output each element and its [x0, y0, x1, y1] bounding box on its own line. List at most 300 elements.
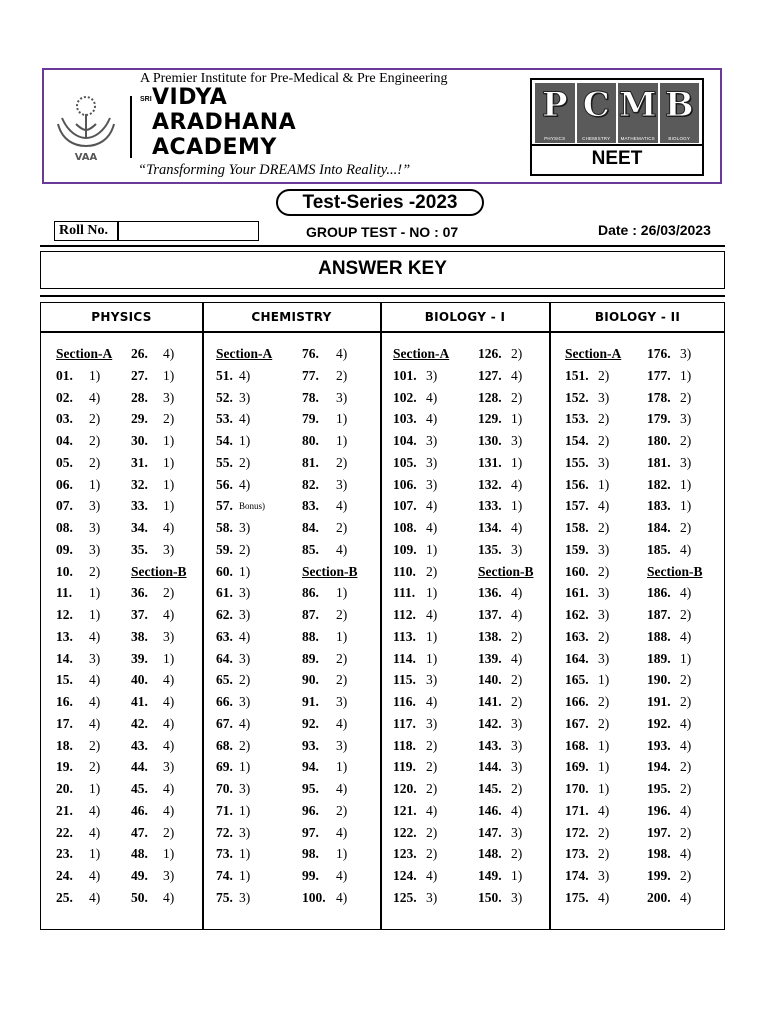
answer-item [393, 498, 438, 514]
question-number: 73. [216, 846, 233, 862]
answer-item [131, 802, 175, 819]
question-number: 30. [131, 433, 148, 448]
answer-item [56, 759, 101, 775]
question-number: 25. [56, 889, 73, 905]
question-number: 27. [131, 367, 148, 383]
answer-value: 3) [89, 498, 101, 514]
question-number: 108. [393, 520, 417, 535]
answer-item [478, 585, 523, 601]
question-number: 162. [565, 607, 589, 622]
answer-item [565, 737, 610, 754]
question-number: 106. [393, 476, 417, 492]
answer-value: 2) [598, 715, 610, 731]
question-number: 184. [647, 520, 671, 535]
answer-value: 4) [239, 367, 251, 383]
answer-item [216, 433, 251, 449]
column-header-physics: PHYSICS [91, 310, 152, 324]
answer-item [302, 802, 348, 819]
answer-value: 2) [598, 846, 610, 862]
question-number: 141. [478, 694, 502, 709]
answer-value: 1) [511, 454, 523, 470]
question-number: 18. [56, 737, 73, 753]
answer-value: 2) [336, 367, 348, 383]
answer-value: 1) [163, 846, 175, 862]
answer-value: 3) [511, 715, 523, 731]
answer-item [131, 541, 175, 558]
column-header-chemistry: CHEMISTRY [251, 310, 332, 324]
answer-value: 4) [163, 346, 175, 361]
answer-item [647, 889, 692, 906]
answer-value: 3) [163, 541, 175, 557]
question-number: 03. [56, 411, 73, 427]
question-number: 35. [131, 541, 148, 557]
answer-value: 3) [511, 737, 523, 753]
answer-item [647, 672, 692, 688]
answer-value: 4) [426, 498, 438, 514]
answer-item [216, 846, 251, 862]
answer-item [56, 868, 101, 884]
answer-value: 2) [680, 672, 692, 688]
answer-item [647, 737, 692, 754]
pcmb-letter: C [582, 85, 610, 125]
answer-value: 4) [336, 498, 348, 514]
answer-value: 4) [511, 607, 523, 622]
answer-value: 1) [163, 476, 175, 492]
pcmb-letter: M [618, 85, 657, 125]
answer-value: 3) [239, 585, 251, 601]
answer-value: 4) [426, 520, 438, 535]
question-number: 124. [393, 868, 417, 883]
answer-item [647, 650, 692, 667]
answer-value: 3) [680, 346, 692, 361]
answer-item [478, 672, 523, 688]
question-number: 82. [302, 476, 319, 492]
answer-value: 2) [89, 737, 101, 753]
question-number: 168. [565, 737, 589, 753]
question-number: 93. [302, 737, 319, 753]
answer-value: 1) [426, 628, 438, 644]
answer-value: 4) [89, 628, 101, 644]
question-number: 34. [131, 520, 148, 535]
question-number: 144. [478, 759, 502, 775]
question-number: 04. [56, 433, 73, 448]
answer-item [302, 889, 348, 906]
answer-value: 2) [426, 846, 438, 862]
answer-item [647, 607, 692, 623]
question-number: 198. [647, 846, 671, 862]
question-number: 178. [647, 389, 671, 405]
question-number: 143. [478, 737, 502, 753]
question-number: 130. [478, 433, 502, 448]
answer-value: 4) [336, 824, 348, 840]
pcmb-subject: MATHEMATICS [620, 136, 655, 141]
test-series-title: Test-Series -2023 [276, 189, 484, 216]
question-number: 180. [647, 433, 671, 448]
question-number: 52. [216, 389, 233, 405]
answer-value: 4) [89, 389, 101, 405]
answer-value: 3) [239, 520, 251, 535]
answer-value: 1) [163, 433, 175, 448]
question-number: 12. [56, 607, 73, 622]
question-number: 104. [393, 433, 417, 448]
answer-item [302, 585, 348, 601]
answer-value: 4) [163, 715, 175, 731]
question-number: 105. [393, 454, 417, 470]
answer-item [478, 846, 523, 862]
answer-item [302, 433, 348, 449]
divider [40, 245, 725, 247]
answer-value: 2) [239, 454, 251, 470]
answer-item [131, 454, 175, 471]
question-number: 64. [216, 650, 233, 666]
answer-item [216, 868, 251, 884]
answer-item [565, 520, 610, 536]
answer-item [478, 389, 523, 406]
question-number: 92. [302, 715, 319, 731]
section-b-label: Section-B [647, 563, 703, 579]
logo-text: VAA [74, 152, 98, 163]
question-number: 17. [56, 715, 73, 731]
answer-value: 4) [89, 889, 101, 905]
question-number: 76. [302, 346, 319, 361]
answer-item [565, 824, 610, 841]
answer-value: 3) [598, 585, 610, 601]
question-number: 19. [56, 759, 73, 775]
answer-value: 3) [336, 737, 348, 753]
answer-item [131, 737, 175, 754]
answer-item [56, 889, 101, 906]
answer-value: 3) [239, 694, 251, 709]
question-number: 13. [56, 628, 73, 644]
answer-item [302, 541, 348, 558]
answer-item [393, 563, 438, 580]
answer-value: 2) [680, 694, 692, 709]
answer-value: 2) [426, 824, 438, 840]
question-number: 06. [56, 476, 73, 492]
answer-item [302, 346, 348, 362]
answer-value: 3) [511, 889, 523, 905]
answer-value: 4) [598, 498, 610, 514]
answer-value: 4) [89, 694, 101, 709]
answer-item [302, 476, 348, 493]
answer-value: 4) [598, 889, 610, 905]
divider [130, 96, 132, 158]
answer-value: 4) [163, 737, 175, 753]
answer-value: 1) [163, 650, 175, 666]
answer-item [647, 476, 692, 493]
answer-item [131, 389, 175, 406]
question-number: 56. [216, 476, 233, 492]
answer-value: 4) [336, 541, 348, 557]
question-number: 95. [302, 781, 319, 796]
answer-value: 3) [598, 541, 610, 557]
question-number: 37. [131, 607, 148, 622]
answer-item [565, 868, 610, 884]
answer-item [565, 411, 610, 427]
answer-value: 1) [426, 541, 438, 557]
answer-item [56, 520, 101, 536]
answer-value: 1) [336, 433, 348, 448]
answer-value: 3) [239, 889, 251, 905]
answer-item [216, 824, 251, 841]
answer-value: 4) [511, 802, 523, 818]
answer-item [302, 824, 348, 841]
answer-value: 2) [680, 389, 692, 405]
answer-key-table [40, 302, 725, 930]
question-number: 63. [216, 628, 233, 644]
question-number: 149. [478, 868, 502, 883]
answer-item [647, 433, 692, 449]
answer-item [478, 889, 523, 906]
answer-value: 3) [89, 541, 101, 557]
answer-value: 3) [336, 476, 348, 492]
question-number: 120. [393, 781, 417, 796]
answer-item [393, 672, 438, 688]
question-number: 48. [131, 846, 148, 862]
answer-item [647, 411, 692, 427]
answer-value: 4) [89, 715, 101, 731]
answer-value: 3) [426, 454, 438, 470]
answer-value: 1) [598, 759, 610, 775]
answer-value: 3) [426, 889, 438, 905]
question-number: 117. [393, 715, 416, 731]
answer-value: 2) [89, 411, 101, 427]
answer-value: 4) [680, 541, 692, 557]
question-number: 86. [302, 585, 319, 601]
answer-value: 2) [680, 520, 692, 535]
answer-item [647, 541, 692, 558]
question-number: 40. [131, 672, 148, 688]
answer-value: 4) [426, 868, 438, 883]
question-number: 51. [216, 367, 233, 383]
question-number: 157. [565, 498, 589, 514]
answer-value: 4) [426, 802, 438, 818]
answer-item [302, 607, 348, 623]
answer-item [647, 824, 692, 841]
pcmb-cell-c [577, 83, 617, 143]
answer-value: 4) [163, 694, 175, 709]
answer-item [216, 781, 251, 797]
question-number: 159. [565, 541, 589, 557]
question-number: 133. [478, 498, 502, 514]
answer-value: 2) [598, 520, 610, 535]
sri-prefix: SRI [140, 96, 152, 103]
question-number: 187. [647, 607, 671, 622]
answer-item [393, 781, 438, 797]
question-number: 33. [131, 498, 148, 514]
answer-value: 3) [336, 694, 348, 709]
question-number: 98. [302, 846, 319, 862]
answer-item [216, 628, 251, 645]
answer-item [478, 411, 523, 427]
answer-value: 4) [511, 585, 523, 601]
answer-value: 3) [239, 781, 251, 796]
answer-item [56, 498, 101, 514]
answer-value: 1) [426, 585, 438, 601]
answer-item [647, 498, 692, 514]
question-number: 112. [393, 607, 416, 622]
question-number: 163. [565, 628, 589, 644]
question-number: 200. [647, 889, 671, 905]
question-number: 194. [647, 759, 671, 775]
answer-item [131, 759, 175, 775]
question-number: 110. [393, 563, 416, 579]
question-number: 23. [56, 846, 73, 862]
answer-value: 1) [89, 367, 101, 383]
answer-item [478, 454, 523, 471]
answer-item [302, 781, 348, 797]
question-number: 14. [56, 650, 73, 666]
answer-value: 2) [426, 563, 438, 579]
answer-value: 2) [598, 433, 610, 448]
answer-item [131, 781, 175, 797]
answer-value: 4) [163, 520, 175, 535]
answer-item [131, 889, 175, 906]
answer-value: 1) [598, 781, 610, 796]
answer-value: 1) [336, 759, 348, 775]
answer-item [216, 541, 251, 558]
question-number: 190. [647, 672, 671, 688]
institute-tagline: A Premier Institute for Pre-Medical & Pre Engineering [140, 71, 448, 86]
question-number: 153. [565, 411, 589, 427]
answer-item [647, 802, 692, 819]
question-number: 66. [216, 694, 233, 709]
question-number: 101. [393, 367, 417, 383]
question-number: 136. [478, 585, 502, 601]
answer-value: 4) [336, 346, 348, 361]
institute-name-line-3: ACADEMY [152, 135, 277, 160]
answer-item [302, 759, 348, 775]
answer-item [393, 694, 438, 710]
answer-value: 2) [598, 411, 610, 427]
answer-value: 1) [511, 868, 523, 883]
answer-value: 2) [511, 694, 523, 709]
institute-banner [42, 68, 722, 184]
section-a-label: Section-A [565, 346, 622, 361]
answer-item [56, 541, 101, 558]
answer-item [565, 433, 610, 449]
question-number: 174. [565, 868, 589, 883]
question-number: 134. [478, 520, 502, 535]
answer-value: 1) [680, 476, 692, 492]
answer-value: 3) [163, 628, 175, 644]
answer-item [393, 585, 438, 601]
question-number: 103. [393, 411, 417, 427]
answer-value: 4) [239, 715, 251, 731]
question-number: 183. [647, 498, 671, 514]
question-number: 155. [565, 454, 589, 470]
header-divider [41, 331, 724, 333]
pcmb-subject: BIOLOGY [668, 136, 691, 141]
answer-value: 2) [89, 433, 101, 448]
answer-item [302, 520, 348, 536]
question-number: 132. [478, 476, 502, 492]
answer-item [647, 585, 692, 601]
question-number: 197. [647, 824, 671, 840]
answer-item [56, 563, 101, 580]
question-number: 45. [131, 781, 148, 796]
answer-item [647, 389, 692, 406]
question-number: 191. [647, 694, 671, 709]
answer-value: 3) [89, 520, 101, 535]
answer-value: 3) [511, 541, 523, 557]
answer-value: 4) [163, 802, 175, 818]
question-number: 77. [302, 367, 319, 383]
answer-value: 3) [239, 650, 251, 666]
answer-item [393, 824, 438, 841]
answer-value: 3) [163, 389, 175, 405]
answer-value: 3) [680, 411, 692, 427]
answer-value: 4) [89, 824, 101, 840]
answer-value: 4) [336, 889, 348, 905]
question-number: 176. [647, 346, 671, 361]
question-number: 123. [393, 846, 417, 862]
question-number: 182. [647, 476, 671, 492]
answer-item [647, 367, 692, 384]
pcmb-badge [530, 78, 704, 176]
answer-item [478, 498, 523, 514]
answer-value: 2) [511, 672, 523, 688]
roll-no-field[interactable] [118, 221, 259, 241]
answer-value: 4) [598, 802, 610, 818]
answer-item [565, 607, 610, 623]
question-number: 181. [647, 454, 671, 470]
question-number: 193. [647, 737, 671, 753]
answer-value: 2) [239, 541, 251, 557]
answer-value: 1) [89, 476, 101, 492]
answer-value: 1) [598, 737, 610, 753]
answer-item [478, 737, 523, 754]
answer-item [565, 889, 610, 906]
answer-item [216, 520, 251, 536]
question-number: 125. [393, 889, 417, 905]
answer-value: 3) [680, 454, 692, 470]
question-number: 116. [393, 694, 416, 709]
question-number: 21. [56, 802, 73, 818]
answer-item [216, 737, 251, 754]
answer-item [131, 672, 175, 688]
answer-value: 2) [511, 781, 523, 796]
question-number: 10. [56, 563, 73, 579]
question-number: 53. [216, 411, 233, 427]
answer-item [216, 476, 251, 493]
question-number: 74. [216, 868, 233, 883]
answer-item [131, 346, 175, 362]
answer-value: 2) [511, 846, 523, 862]
answer-item [393, 715, 438, 732]
question-number: 49. [131, 868, 148, 883]
question-number: 166. [565, 694, 589, 709]
question-number: 07. [56, 498, 73, 514]
institute-motto: “Transforming Your DREAMS Into Reality...!” [138, 162, 411, 178]
answer-value: 3) [239, 389, 251, 405]
answer-value: 4) [239, 476, 251, 492]
answer-item [302, 367, 348, 384]
question-number: 01. [56, 367, 73, 383]
answer-value: 1) [89, 585, 101, 601]
question-number: 46. [131, 802, 148, 818]
question-number: 173. [565, 846, 589, 862]
answer-value: 4) [680, 715, 692, 731]
answer-value: 2) [680, 868, 692, 883]
answer-item [647, 868, 692, 884]
answer-value: 2) [680, 433, 692, 448]
answer-value: 4) [336, 715, 348, 731]
question-number: 78. [302, 389, 319, 405]
question-number: 118. [393, 737, 416, 753]
answer-value: 2) [336, 802, 348, 818]
answer-item [131, 650, 175, 667]
